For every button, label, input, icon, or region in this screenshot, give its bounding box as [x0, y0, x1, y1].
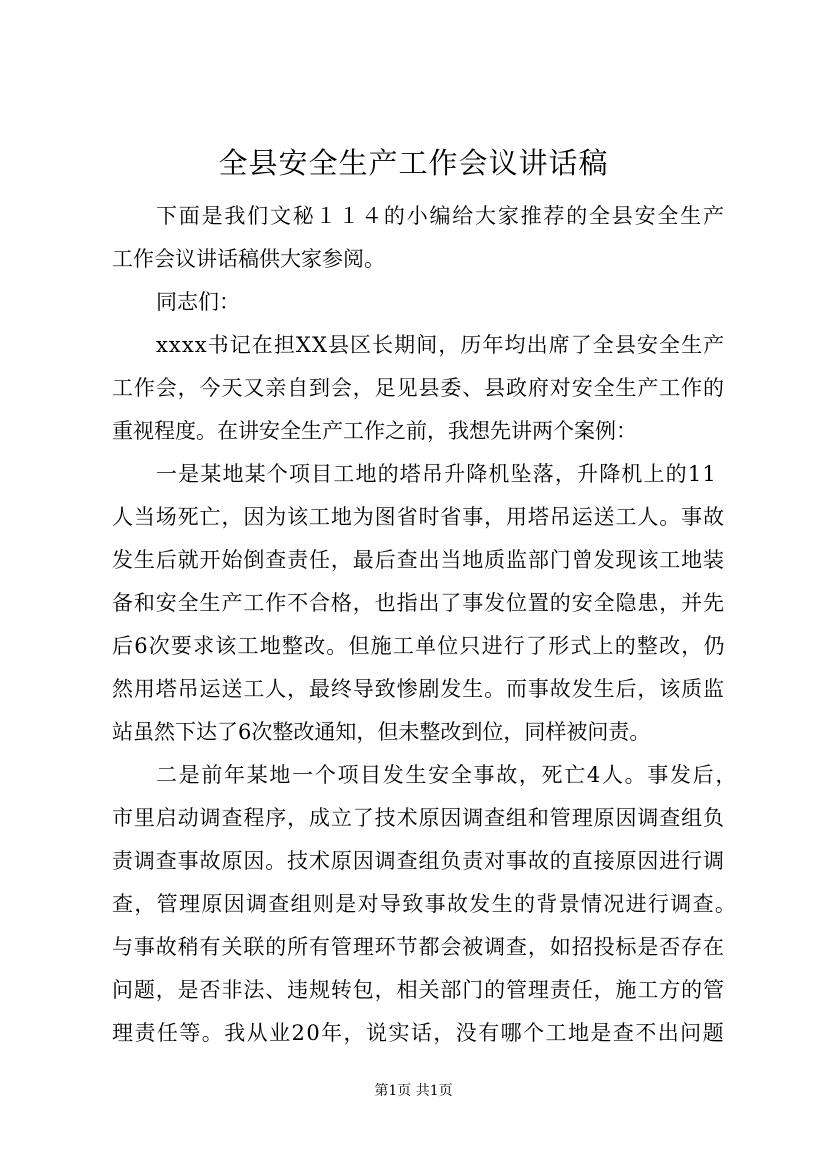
- text-line: 与事故稍有关联的所有管理环节都会被调查，如招投标是否存在: [112, 935, 725, 959]
- text-line: 问题，是否非法、违规转包，相关部门的管理责任，施工方的管: [112, 978, 725, 1002]
- text-line: xxxx书记在担XX县区长期间，历年均出席了全县安全生产: [156, 333, 726, 357]
- text-line: 下面是我们文秘１１４的小编给大家推荐的全县安全生产: [156, 204, 726, 228]
- text-line: 发生后就开始倒查责任，最后查出当地质监部门曾发现该工地装: [112, 548, 725, 572]
- text-line: 理责任等。我从业20年，说实话，没有哪个工地是查不出问题: [112, 1021, 726, 1045]
- text-line: 后6次要求该工地整改。但施工单位只进行了形式上的整改，仍: [112, 634, 726, 658]
- text-line: 责调查事故原因。技术原因调查组负责对事故的直接原因进行调: [112, 849, 725, 873]
- text-line: 备和安全生产工作不合格，也指出了事发位置的安全隐患，并先: [112, 591, 725, 615]
- text-line: 市里启动调查程序，成立了技术原因调查组和管理原因调查组负: [112, 806, 725, 830]
- text-line: 重视程度。在讲安全生产工作之前，我想先讲两个案例：: [112, 419, 637, 443]
- document-title: 全县安全生产工作会议讲话稿: [218, 146, 609, 180]
- text-line: 工作会议讲话稿供大家参阅。: [112, 247, 385, 271]
- page-footer: 第1页 共1页: [374, 1083, 453, 1099]
- text-line: 二是前年某地一个项目发生安全事故，死亡4人。事发后，: [156, 763, 739, 787]
- text-line: 然用塔吊运送工人，最终导致惨剧发生。而事故发生后，该质监: [112, 677, 725, 701]
- text-line: 一是某地某个项目工地的塔吊升降机坠落，升降机上的11: [156, 462, 717, 486]
- text-line: 工作会，今天又亲自到会，足见县委、县政府对安全生产工作的: [112, 376, 725, 400]
- text-line: 查，管理原因调查组则是对导致事故发生的背景情况进行调查。: [112, 892, 738, 916]
- text-line: 同志们：: [156, 290, 240, 314]
- text-line: 人当场死亡，因为该工地为图省时省事，用塔吊运送工人。事故: [112, 505, 725, 529]
- text-line: 站虽然下达了6次整改通知，但未整改到位，同样被问责。: [112, 720, 651, 744]
